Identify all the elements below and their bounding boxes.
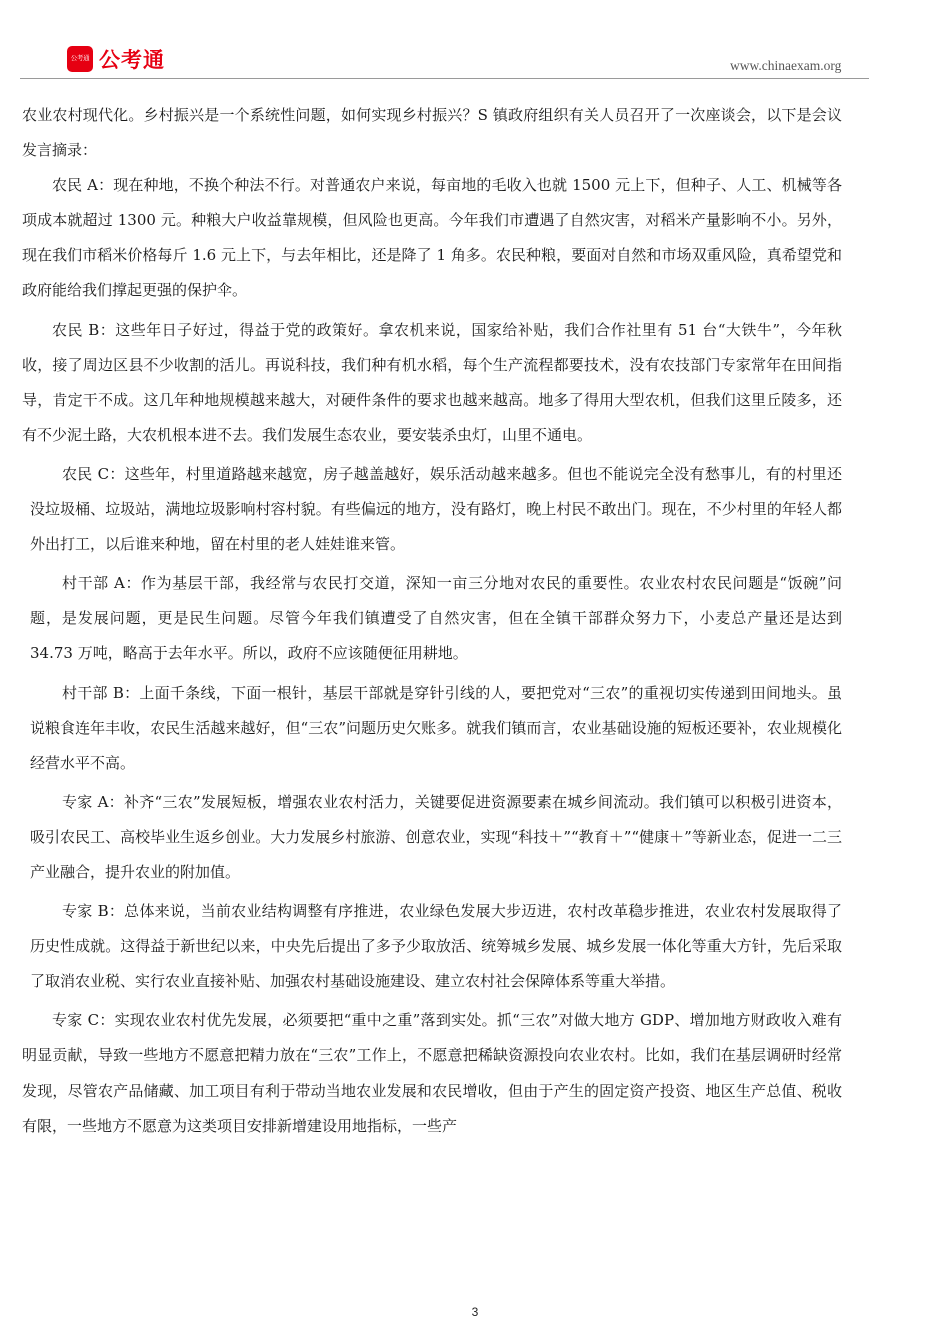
paragraph-farmer-c: 农民 C：这些年，村里道路越来越宽，房子越盖越好，娱乐活动越来越多。但也不能说完全没有愁事儿，有的村里还没垃圾桶、垃圾站，满地垃圾影响村容村貌。有些偏远的地方，没有路灯，晚上村民不敢出门。现在，不少村里的年轻人都外出打工，以后谁来种地，留在村里的老人娃娃谁来管。 [30, 464, 842, 554]
document-body [22, 98, 842, 1144]
site-url: www.chinaexam.org [730, 58, 842, 73]
logo-text: 公考通 [99, 48, 165, 72]
paragraph-expert-a: 专家 A：补齐“三农”发展短板，增强农业农村活力，关键要促进资源要素在城乡间流动。我们镇可以积极引进资本，吸引农民工、高校毕业生返乡创业。大力发展乡村旅游、创意农业，实现“科技＋”“教育＋”“健康＋”等新业态，促进一二三产业融合，提升农业的附加值。 [30, 792, 842, 881]
page-number: 3 [471, 1305, 479, 1319]
logo-badge-icon [67, 46, 93, 72]
paragraph-expert-c: 专家 C：实现农业农村优先发展，必须要把“重中之重”落到实处。抓“三农”对做大地方 GDP、增加地方财政收入难有明显贡献，导致一些地方不愿意把精力放在“三农”工作上，不愿意把稀缺资源投向农业农村。比如，我们在基层调研时经常发现，尽管农产品储藏、加工项目有利于带动当地农业发展和农民增收，但由于产生的固定资产投资、地区生产总值、税收有限，一些地方不愿意为这类项目安排新增建设用地指标，一些产 [22, 1011, 842, 1135]
logo-badge-text: 公考通 [70, 54, 90, 62]
paragraph-cadre-b: 村干部 B：上面千条线，下面一根针，基层干部就是穿针引线的人，要把党对“三农”的重视切实传递到田间地头。虽说粮食连年丰收，农民生活越来越好，但“三农”问题历史欠账多。就我们镇而言，农业基础设施的短板还要补，农业规模化经营水平不高。 [30, 683, 842, 772]
paragraph-farmer-a: 农民 A：现在种地，不换个种法不行。对普通农户来说，每亩地的毛收入也就 1500 元上下，但种子、人工、机械等各项成本就超过 1300 元。种粮大户收益靠规模，但风险也更高。今年我们市遭遇了自然灾害，对稻米产量影响不小。另外，现在我们市稻米价格每斤 1.6 元上下，与去年相比，还是降了 1 角多。农民种粮，要面对自然和市场双重风险，真希望党和政府能给我们撑起更强的保护伞。 [22, 176, 842, 300]
logo[interactable] [67, 44, 165, 74]
paragraph-expert-b: 专家 B：总体来说，当前农业结构调整有序推进，农业绿色发展大步迈进，农村改革稳步推进，农业农村发展取得了历史性成就。这得益于新世纪以来，中央先后提出了多予少取放活、统筹城乡发展、城乡发展一体化等重大方针，先后采取了取消农业税、实行农业直接补贴、加强农村基础设施建设、建立农村社会保障体系等重大举措。 [30, 902, 842, 991]
paragraph-intro: 农业农村现代化。乡村振兴是一个系统性问题，如何实现乡村振兴？S 镇政府组织有关人员召开了一次座谈会，以下是会议发言摘录： [22, 106, 842, 160]
paragraph-farmer-b: 农民 B：这些年日子好过，得益于党的政策好。拿农机来说，国家给补贴，我们合作社里有 51 台“大铁牛”，今年秋收，接了周边区县不少收割的活儿。再说科技，我们种有机水稻，每个生产流程都要技术，没有农技部门专家常年在田间指导，肯定干不成。这几年种地规模越来越大，对硬件条件的要求也越来越高。地多了得用大型农机，但我们这里丘陵多，还有不少泥土路，大农机根本进不去。我们发展生态农业，要安装杀虫灯，山里不通电。 [22, 320, 842, 444]
page-header [0, 0, 950, 80]
header-divider [20, 78, 869, 79]
paragraph-cadre-a: 村干部 A：作为基层干部，我经常与农民打交道，深知一亩三分地对农民的重要性。农业农村农民问题是“饭碗”问题，是发展问题，更是民生问题。尽管今年我们镇遭受了自然灾害，但在全镇干部群众努力下，小麦总产量还是达到 34.73 万吨，略高于去年水平。所以，政府不应该随便征用耕地。 [30, 574, 842, 663]
